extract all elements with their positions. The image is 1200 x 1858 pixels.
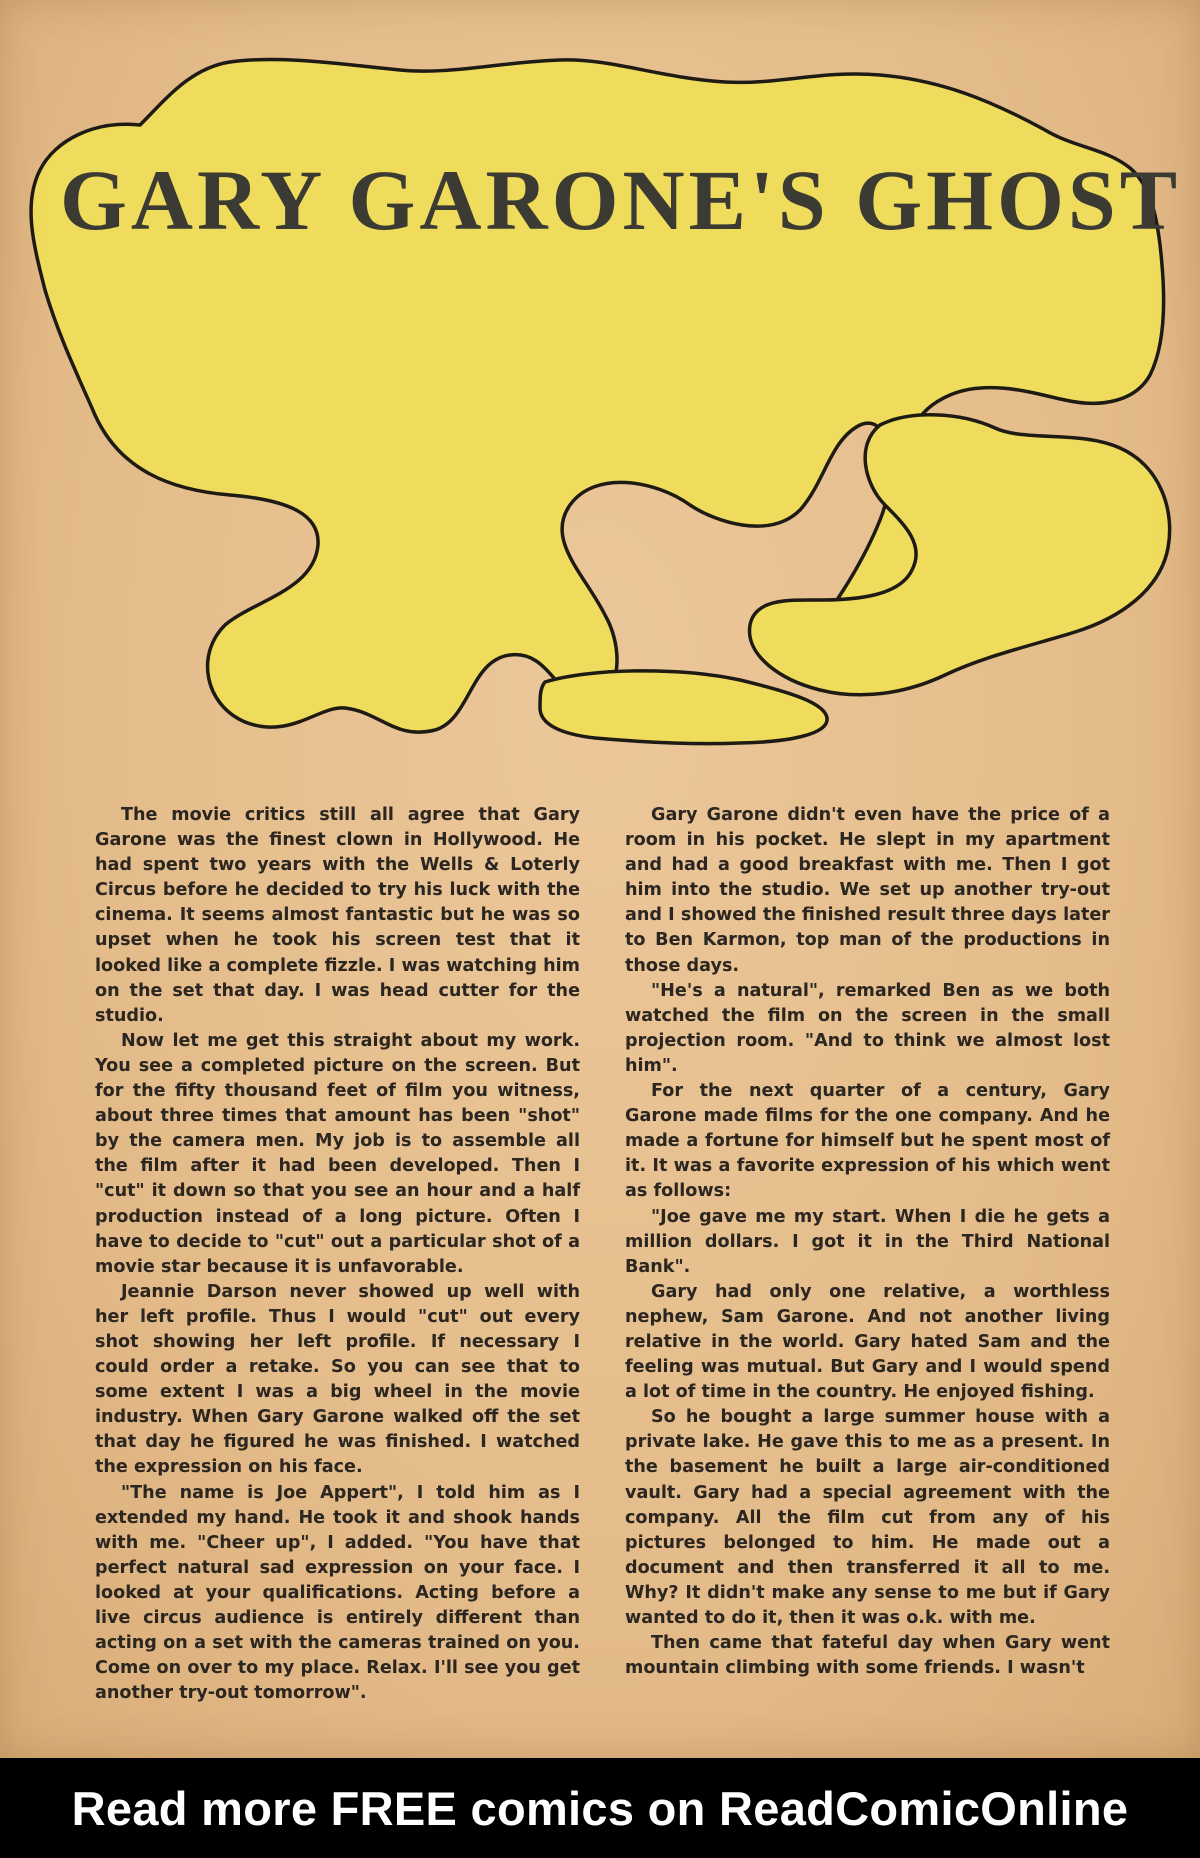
story-title: GARY GARONE'S GHOST — [60, 152, 1182, 248]
story-column-right — [625, 803, 1110, 1681]
story-paragraph: "The name is Joe Appert", I told him as I extended my hand. He took it and shook hands with me. "Cheer up", I added. "You have that perfect natural sad expression on your face. I looked at your qualifications. Acting before a live circus audience is entirely different than acting on a set with the cameras trained on you. Come on over to my place. Relax. I'll see you get another try-out tomorrow". — [95, 1482, 580, 1704]
story-paragraph: So he bought a large summer house with a private lake. He gave this to me as a present. In the basement he built a large air-conditioned vault. Gary had a special agreement with the company. All the film cut from any of his pictures belonged to him. He made out a document and then transferred it all to me. Why? It didn't make any sense to me but if Gary wanted to do it, then it was o.k. with me. — [625, 1407, 1110, 1628]
story-paragraph: Gary Garone didn't even have the price of a room in his pocket. He slept in my apartment and had a good breakfast with me. Then I got him into the studio. We set up another try-out and I showed the finished result three days later to Ben Karmon, top man of the productions in those days. — [625, 805, 1110, 976]
story-paragraph: Then came that fateful day when Gary went mountain climbing with some friends. I wasn't — [625, 1633, 1110, 1679]
story-column-left — [95, 803, 580, 1706]
ghost-blob-puddle — [540, 671, 827, 744]
promo-banner — [0, 1758, 1200, 1858]
story-paragraph: Now let me get this straight about my work. You see a completed picture on the screen. But for the fifty thousand feet of film you witness, about three times that amount has been "shot" by the camera men. My job is to assemble all the film after it had been developed. Then I "cut" it down so that you see an hour and a half production instead of a long picture. Often I have to decide to "cut" out a particular shot of a movie star because it is unfavorable. — [95, 1030, 580, 1277]
story-paragraph: "He's a natural", remarked Ben as we both watched the film on the screen in the small projection room. "And to think we almost lost him". — [625, 980, 1110, 1076]
story-paragraph: For the next quarter of a century, Gary Garone made films for the one company. And he made a fortune for himself but he spent most of it. It was a favorite expression of his which went as follows: — [625, 1081, 1110, 1202]
story-paragraph: "Joe gave me my start. When I die he gets a million dollars. I got it in the Third National Bank". — [625, 1206, 1110, 1277]
story-paragraph: Gary had only one relative, a worthless nephew, Sam Garone. And not another living relative in the world. Gary hated Sam and the feeling was mutual. But Gary and I would spend a lot of time in the country. He enjoyed fishing. — [625, 1281, 1110, 1403]
story-paragraph: Jeannie Darson never showed up well with her left profile. Thus I would "cut" out every shot showing her left profile. If necessary I could order a retake. So you can see that to some extent I was a big wheel in the movie industry. When Gary Garone walked off the set that day he figured he was finished. I watched the expression on his face. — [95, 1281, 580, 1478]
story-paragraph: The movie critics still all agree that Gary Garone was the finest clown in Hollywood. He had spent two years with the Wells & Loterly Circus before he decided to try his luck with the cinema. It seems almost fantastic but he was so upset when he took his screen test that it looked like a complete fizzle. I was watching him on the set that day. I was head cutter for the studio. — [95, 805, 580, 1026]
promo-banner-link[interactable]: Read more FREE comics on ReadComicOnline — [71, 1781, 1129, 1835]
